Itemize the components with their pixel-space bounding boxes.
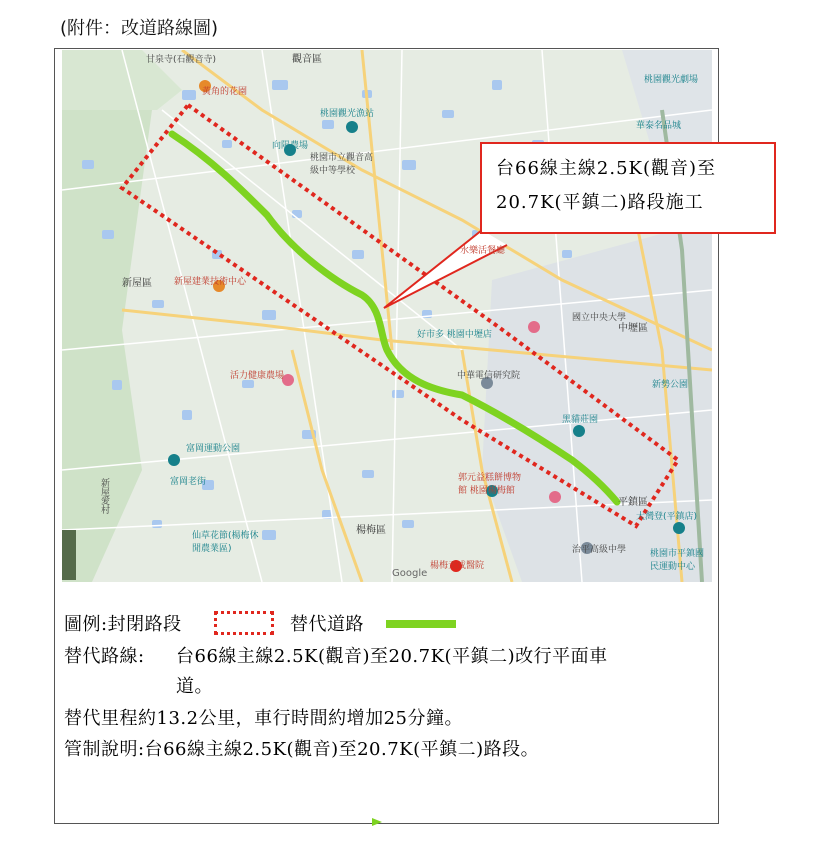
map-label: 華泰名品城 [636,121,682,131]
map-label: 新屋區 [122,278,152,289]
route-label: 替代路線: [64,646,145,667]
legend-alt-swatch [386,620,456,628]
callout-box [480,142,776,234]
green-marker-icon [372,818,382,826]
map-label: 新屋建業技術中心 [174,277,247,287]
map-label: 新勢公園 [652,380,689,390]
attachment-caption: (附件：改道路線圖) [60,18,219,39]
map-label: 向陽農場 [272,141,309,151]
map-thumbnail[interactable] [62,530,76,580]
legend-alt-label: 替代道路 [290,614,364,635]
route-text-cont: 道。 [176,676,213,697]
distance-text: 替代里程約13.2公里，車行時間約增加25分鐘。 [64,708,463,729]
map-label: 國立中央大學 [572,313,627,323]
legend-prefix: 圖例:封閉路段 [64,614,182,635]
map-label: 楊梅區 [356,525,386,536]
map-label: 桃園觀光漁站 [320,109,375,119]
map-label: 好市多 桃園中壢店 [417,330,492,340]
route-text: 台66線主線2.5K(觀音)至20.7K(平鎮二)改行平面車 [176,646,608,667]
map-label: 楊梅天成醫院 [430,561,485,571]
callout-line-1: 台66線主線2.5K(觀音)至 [496,158,717,179]
map-view[interactable] [62,50,712,582]
map-label: 大灣登(平鎮店) [636,512,698,522]
map-label: 桃園觀光劇場 [644,75,699,85]
map-label: 新屋愛村 [99,478,109,514]
map-label: 中壢區 [618,323,648,334]
map-label: 平鎮區 [618,497,648,508]
map-label: 桃園市平鎮國民運動中心 [650,549,705,572]
control-text: 管制說明:台66線主線2.5K(觀音)至20.7K(平鎮二)路段。 [64,739,540,760]
map-label: 甘泉寺(石觀音寺) [146,55,217,65]
map-label: 活力健康農場 [230,371,285,381]
map-label: 黑貓莊園 [562,415,599,425]
map-label: 治平高級中學 [572,545,627,555]
map-label: 中華電信研究院 [457,371,521,381]
map-label: 郭元益糕餅博物館 桃園楊梅館 [458,473,522,496]
legend-closed-swatch [214,611,274,635]
map-label: 仙草花節(楊梅休閒農業區) [192,531,259,554]
map-label: 水樂活餐廳 [460,246,506,256]
map-label: 黃角的花園 [202,87,248,97]
google-logo: Google [392,568,428,579]
map-label: 桃園市立觀音高級中等學校 [310,153,374,176]
map-label: 富岡老街 [170,477,207,487]
map-label: 觀音區 [292,54,322,65]
callout-line-2: 20.7K(平鎮二)路段施工 [496,192,704,213]
map-label: 富岡運動公園 [186,444,241,454]
